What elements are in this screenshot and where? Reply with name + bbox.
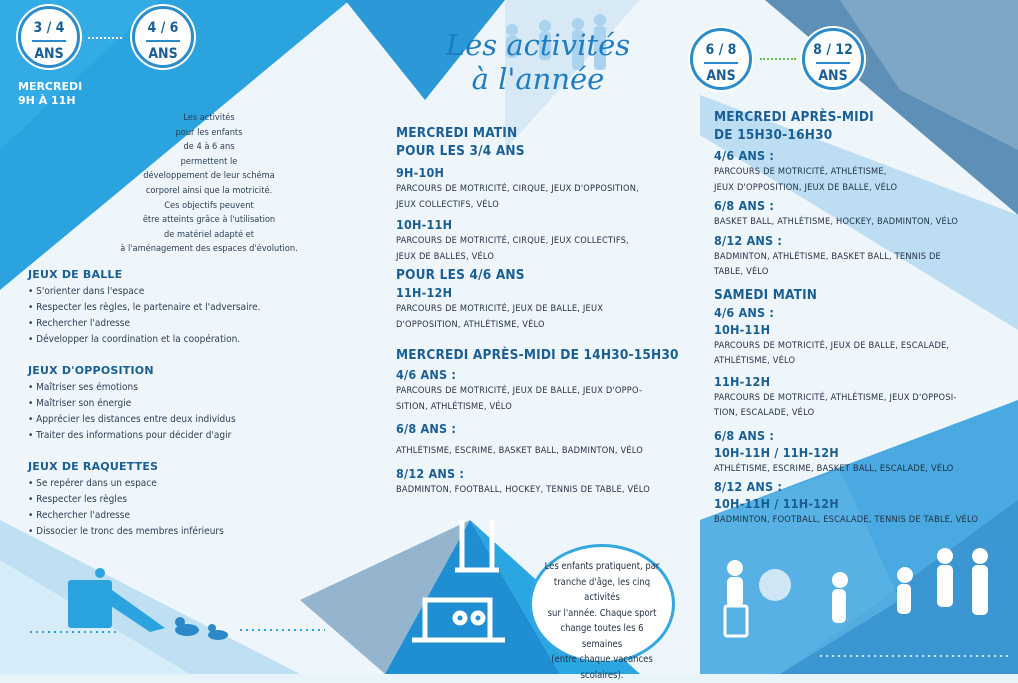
section-jeux-de-raquettes [28, 460, 328, 540]
age-group: 4/6 ANS : [714, 304, 1004, 321]
activity-text: JEUX COLLECTIFS, VÉLO [396, 197, 696, 213]
right-kids-icon [725, 548, 988, 636]
intro-line: permettent le [96, 155, 322, 170]
list-item: • Se repérer dans un espace [28, 476, 328, 492]
intro-line: être atteints grâce à l'utilisation [96, 213, 322, 228]
activity-text: SITION, ATHLÉTISME, VÉLO [396, 399, 696, 415]
bubble-line: Les enfants pratiquent, par [540, 559, 664, 575]
activity-text: ATHLÉTISME, VÉLO [714, 353, 1004, 369]
heading-saturday-morning: SAMEDI MATIN [714, 286, 1004, 304]
list-item: • Maîtriser ses émotions [28, 380, 328, 396]
heading-wednesday-afternoon: MERCREDI APRÈS-MIDI DE 14H30-15H30 [396, 346, 696, 364]
age-group: 8/12 ANS : [714, 232, 1004, 249]
middle-column [396, 124, 696, 497]
activity-text: PARCOURS DE MOTRICITÉ, JEUX DE BALLE, JEUX D'OPPO- [396, 383, 696, 399]
list-item: • Traiter des informations pour décider d'agir [28, 428, 328, 444]
age-group: 8/12 ANS : [714, 478, 1004, 495]
section-title: JEUX DE RAQUETTES [28, 460, 328, 473]
heading-for-4-6: POUR LES 4/6 ANS [396, 266, 696, 284]
activity-text: PARCOURS DE MOTRICITÉ, CIRQUE, JEUX COLLECTIFS, [396, 233, 696, 249]
age-badge-unit: ANS [805, 68, 861, 84]
age-badge-unit: ANS [21, 46, 77, 62]
list-item: • Apprécier les distances entre deux individus [28, 412, 328, 428]
intro-line: pour les enfants [96, 126, 322, 141]
slide-icon [68, 568, 165, 632]
list-item: • Respecter les règles, le partenaire et l'adversaire. [28, 300, 328, 316]
badge-connector [88, 37, 122, 39]
activity-text: JEUX D'OPPOSITION, JEUX DE BALLE, VÉLO [714, 180, 1004, 196]
age-group: 6/8 ANS : [714, 197, 1004, 214]
time-slot: 11H-12H [714, 373, 1004, 390]
time-slot: 10H-11H / 11H-12H [714, 495, 1004, 512]
swing-icon [412, 520, 505, 640]
info-bubble [529, 544, 675, 664]
heading-wednesday-afternoon: MERCREDI APRÈS-MIDI [714, 108, 1004, 126]
activity-text: BADMINTON, FOOTBALL, ESCALADE, TENNIS DE TABLE, VÉLO [714, 512, 1004, 528]
intro-line: de 4 à 6 ans [96, 140, 322, 155]
activity-text: JEUX DE BALLES, VÉLO [396, 249, 696, 265]
intro-line: corporel ainsi que la motricité. [96, 184, 322, 199]
activity-text: BADMINTON, FOOTBALL, HOCKEY, TENNIS DE TABLE, VÉLO [396, 482, 696, 498]
age-badge-age: 6 / 8 [693, 42, 749, 58]
activity-text: PARCOURS DE MOTRICITÉ, ATHLÉTISME, [714, 164, 1004, 180]
list-item: • Développer la coordination et la coopération. [28, 332, 328, 348]
time-slot: 10H-11H [396, 216, 696, 233]
heading-time: DE 15H30-16H30 [714, 126, 1004, 144]
activity-text: PARCOURS DE MOTRICITÉ, CIRQUE, JEUX D'OPPOSITION, [396, 181, 696, 197]
list-item: • Respecter les règles [28, 492, 328, 508]
activity-text: PARCOURS DE MOTRICITÉ, JEUX DE BALLE, JEUX [396, 301, 696, 317]
babies-icon [175, 617, 228, 640]
intro-paragraph [96, 111, 322, 257]
age-badge-6-8 [690, 28, 752, 90]
bubble-line: (entre chaque vacances [540, 652, 664, 668]
age-badge-unit: ANS [135, 46, 191, 62]
section-jeux-de-balle [28, 268, 328, 348]
age-badge-8-12 [802, 28, 864, 90]
bubble-line: sur l'année. Chaque sport [540, 606, 664, 622]
activity-text: PARCOURS DE MOTRICITÉ, JEUX DE BALLE, ESCALADE, [714, 338, 1004, 354]
page-title [438, 28, 638, 96]
time-slot: 10H-11H [714, 321, 1004, 338]
activity-text: BASKET BALL, ATHLÉTISME, HOCKEY, BADMINTON, VÉLO [714, 214, 1004, 230]
schedule-day: MERCREDI [18, 80, 82, 94]
section-title: JEUX DE BALLE [28, 268, 328, 281]
time-slot: 10H-11H / 11H-12H [714, 444, 1004, 461]
time-slot: 9H-10H [396, 164, 696, 181]
age-badge-age: 4 / 6 [135, 20, 191, 36]
intro-line: développement de leur schéma [96, 169, 322, 184]
page-title-line1: Les activités [438, 28, 638, 62]
section-title: JEUX D'OPPOSITION [28, 364, 328, 377]
activity-text: TABLE, VÉLO [714, 264, 1004, 280]
list-item: • S'orienter dans l'espace [28, 284, 328, 300]
activity-text: PARCOURS DE MOTRICITÉ, ATHLÉTISME, JEUX D'OPPOSI- [714, 390, 1004, 406]
intro-line: Ces objectifs peuvent [96, 199, 322, 214]
list-item: • Rechercher l'adresse [28, 316, 328, 332]
intro-line: de matériel adapté et [96, 228, 322, 243]
heading-for-3-4: POUR LES 3/4 ANS [396, 142, 696, 160]
intro-line: à l'aménagement des espaces d'évolution. [96, 242, 322, 257]
age-group: 6/8 ANS : [714, 427, 1004, 444]
schedule-time: 9H À 11H [18, 94, 82, 108]
activity-text: ATHLÉTISME, ESCRIME, BASKET BALL, BADMINTON, VÉLO [396, 443, 696, 459]
activity-text: D'OPPOSITION, ATHLÉTISME, VÉLO [396, 317, 696, 333]
bubble-line: tranche d'âge, les cinq activités [540, 575, 664, 606]
section-jeux-d-opposition [28, 364, 328, 444]
age-group: 8/12 ANS : [396, 465, 696, 482]
list-item: • Rechercher l'adresse [28, 508, 328, 524]
age-badge-age: 8 / 12 [805, 42, 861, 58]
heading-wednesday-morning: MERCREDI MATIN [396, 124, 696, 142]
age-badge-unit: ANS [693, 68, 749, 84]
age-badge-age: 3 / 4 [21, 20, 77, 36]
age-badge-4-6 [132, 6, 194, 68]
activity-text: ATHLÉTISME, ESCRIME, BASKET BALL, ESCALADE, VÉLO [714, 461, 1004, 477]
age-group: 6/8 ANS : [396, 420, 696, 437]
age-group: 4/6 ANS : [396, 366, 696, 383]
age-badge-3-4 [18, 6, 80, 68]
badge-connector [760, 58, 796, 60]
time-slot: 11H-12H [396, 284, 696, 301]
list-item: • Dissocier le tronc des membres inférieurs [28, 524, 328, 540]
intro-line: Les activités [96, 111, 322, 126]
bubble-line: scolaires). [540, 668, 664, 683]
page-title-line2: à l'année [438, 62, 638, 96]
bubble-line: change toutes les 6 semaines [540, 621, 664, 652]
list-item: • Maîtriser son énergie [28, 396, 328, 412]
schedule-left [18, 80, 82, 108]
age-group: 4/6 ANS : [714, 147, 1004, 164]
right-column [714, 108, 1004, 528]
activity-text: TION, ESCALADE, VÉLO [714, 405, 1004, 421]
activity-text: BADMINTON, ATHLÉTISME, BASKET BALL, TENNIS DE [714, 249, 1004, 265]
